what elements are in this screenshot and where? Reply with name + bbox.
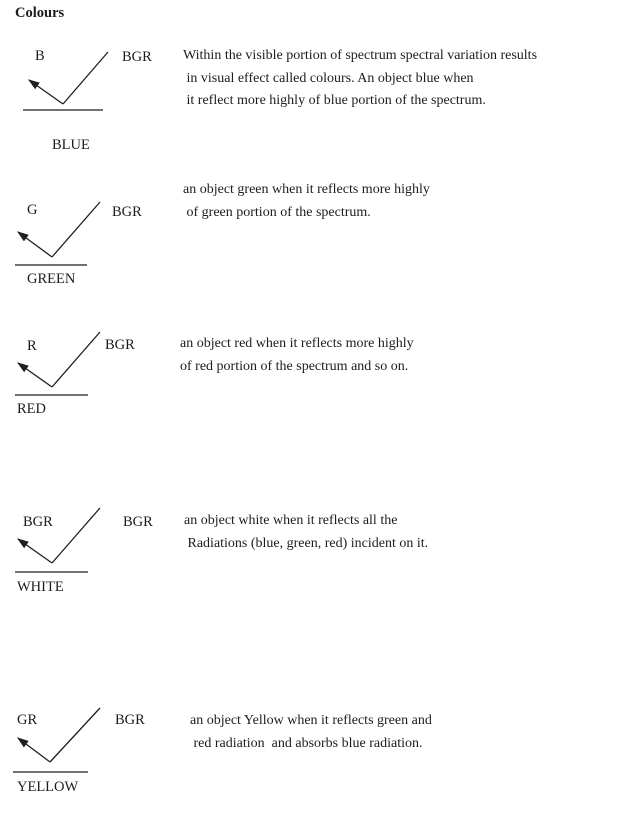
reflected-ray-label: G (27, 202, 38, 218)
reflected-ray-line (29, 80, 63, 104)
reflected-ray-line (18, 363, 52, 387)
description-line: an object red when it reflects more highly (180, 336, 414, 351)
ray-diagram (10, 702, 115, 774)
incident-ray-label: BGR (122, 49, 152, 65)
description-line: Radiations (blue, green, red) incident on it. (184, 535, 429, 551)
color-name-label: YELLOW (17, 779, 79, 795)
incident-ray-line (52, 508, 100, 563)
reflected-ray-label: R (27, 338, 37, 354)
incident-ray-line (63, 52, 108, 104)
reflected-ray-label: B (35, 48, 45, 64)
description-line: red radiation and absorbs blue radiation. (190, 735, 423, 751)
description-line: Within the visible portion of spectrum spectral variation results (183, 48, 538, 63)
description-line: of green portion of the spectrum. (183, 204, 371, 220)
page-title: Colours (15, 5, 65, 21)
ray-diagram (10, 326, 115, 398)
color-name-label: RED (17, 401, 46, 417)
incident-ray-label: BGR (112, 204, 142, 220)
description-text (183, 179, 430, 224)
description-line: an object Yellow when it reflects green and (190, 713, 432, 728)
reflected-ray-label: BGR (23, 514, 53, 530)
description-text (183, 45, 537, 113)
description-text (180, 333, 414, 378)
description-line: it reflect more highly of blue portion of the spectrum. (183, 93, 486, 108)
reflected-ray-line (18, 232, 52, 257)
description-line: in visual effect called colours. An object blue when (183, 70, 474, 86)
description-line: an object white when it reflects all the (184, 513, 398, 528)
reflected-ray-label: GR (17, 712, 38, 728)
color-name-label: GREEN (27, 271, 76, 287)
description-line: an object green when it reflects more highly (183, 182, 430, 197)
incident-ray-label: BGR (123, 514, 153, 530)
ray-diagram (10, 502, 115, 574)
incident-ray-line (50, 708, 100, 762)
incident-ray-line (52, 332, 100, 387)
description-text (184, 510, 428, 555)
incident-ray-label: BGR (105, 337, 135, 353)
color-name-label: WHITE (17, 579, 64, 595)
incident-ray-label: BGR (115, 712, 145, 728)
ray-diagram (10, 196, 115, 268)
description-text (190, 710, 432, 755)
color-name-label: BLUE (52, 137, 90, 153)
incident-ray-line (52, 202, 100, 257)
description-line: of red portion of the spectrum and so on. (180, 358, 409, 374)
reflected-ray-line (18, 738, 50, 762)
ray-diagram (18, 46, 123, 114)
reflected-ray-line (18, 539, 52, 563)
